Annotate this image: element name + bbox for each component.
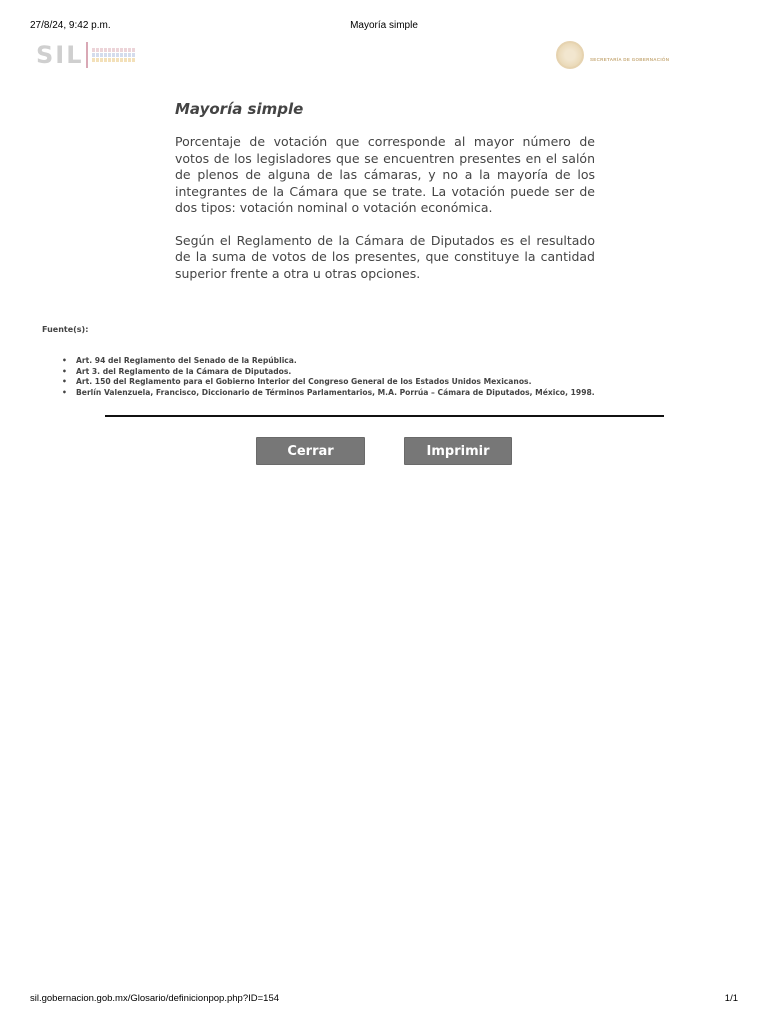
source-item: • Art 3. del Reglamento de la Cámara de Diputados. — [62, 367, 595, 378]
source-item: • Art. 94 del Reglamento del Senado de la República. — [62, 356, 595, 367]
print-page-title: Mayoría simple — [350, 20, 418, 31]
definition-title: Mayoría simple — [175, 100, 304, 118]
close-button[interactable]: Cerrar — [256, 437, 365, 465]
sources-label: Fuente(s): — [42, 325, 89, 334]
definition-paragraph: Porcentaje de votación que corresponde al mayor número de votos de los legisladores que se encuentren presentes en el salón de plenos de alguna de las cámaras, y no a la mayoría de los integrantes de la Cámara que se trate. La votación puede ser de dos tipos: votación nominal o votación económica. — [175, 134, 595, 215]
print-page-count: 1/1 — [724, 993, 738, 1004]
definition-paragraph: Según el Reglamento de la Cámara de Diputados es el resultado de la suma de votos de los presentes, que constituye la cantidad superior frente a otra u otras opciones. — [175, 232, 595, 281]
source-item: • Art. 150 del Reglamento para el Gobierno Interior del Congreso General de los Estados Unidos Mexicanos. — [62, 377, 595, 388]
print-header — [30, 20, 738, 34]
print-footer — [30, 993, 738, 1007]
sil-logo-text: SIL — [36, 41, 84, 69]
sources-list — [62, 356, 595, 398]
sil-logo-divider — [86, 42, 88, 68]
print-button[interactable]: Imprimir — [404, 437, 512, 465]
print-datetime: 27/8/24, 9:42 p.m. — [30, 20, 111, 31]
source-item: • Berlín Valenzuela, Francisco, Diccionario de Términos Parlamentarios, M.A. Porrúa – Cámara de Diputados, México, 1998. — [62, 388, 595, 399]
divider — [105, 415, 664, 417]
gobernacion-logo-text: SECRETARÍA DE GOBERNACIÓN — [590, 56, 670, 62]
print-url: sil.gobernacion.gob.mx/Glosario/definicionpop.php?ID=154 — [30, 993, 280, 1004]
sil-logo — [36, 40, 136, 70]
sil-logo-subtitle-graphic — [92, 48, 136, 62]
gobernacion-logo — [556, 40, 669, 70]
national-seal-icon — [556, 41, 584, 69]
definition-content — [175, 100, 595, 298]
